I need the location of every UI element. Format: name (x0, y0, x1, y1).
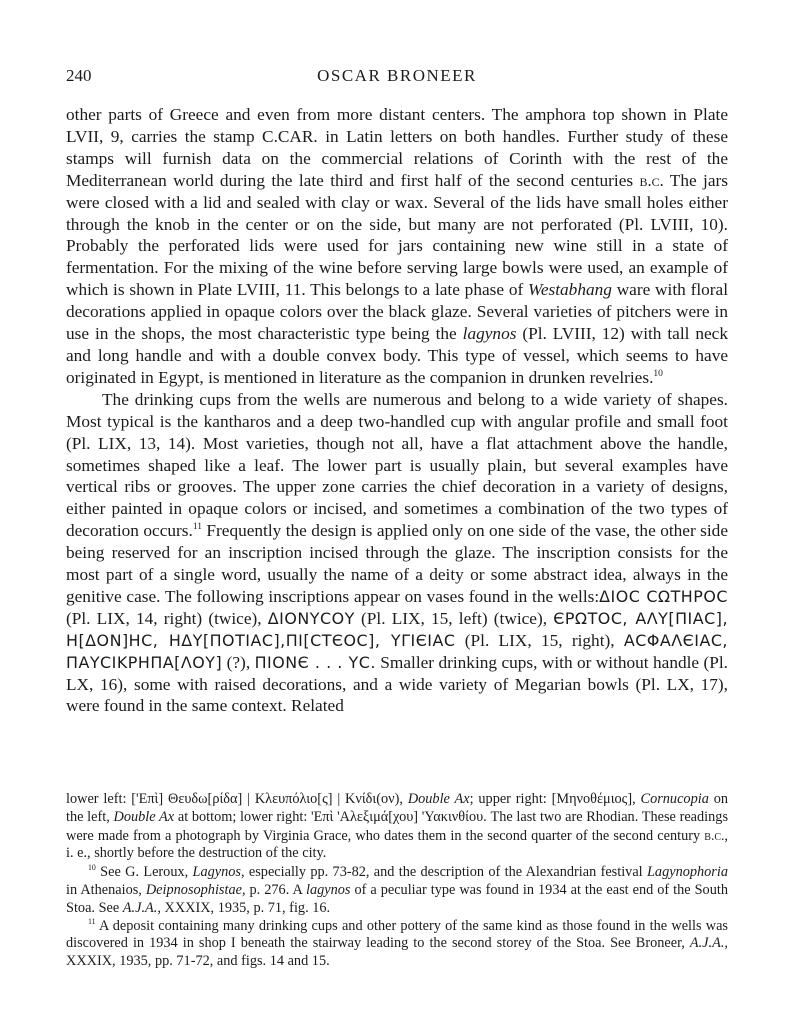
text-run: Smaller drinking cups, with or without handle (Pl. LX, 16), some with raised decorations, and a wide variety of Megarian bowls (Pl. LX, 17), were found in the same context. Related (66, 652, 728, 716)
italic-term: lagynos (306, 881, 351, 898)
footnotes (66, 791, 728, 971)
text-run: lower left: ['Επὶ] Θευδω[ρίδα] | Κλευπόλιο[ς] | Κνίδι(ον), (66, 791, 408, 807)
text-run: A deposit containing many drinking cups and other pottery of the same kind as those found in the wells was discovered in 1934 in shop I beneath the stairway leading to the second storey of the Stoa. See Broneer, (66, 917, 728, 952)
italic-term: lagynos (462, 324, 517, 344)
body-paragraph (66, 104, 728, 389)
footnote-number: 10 (88, 863, 96, 873)
main-text (66, 104, 728, 717)
text-run: The jars were closed with a lid and sealed with clay or wax. Several of the lids have small holes either through the knob in the center or on the side, but many are not perforated (Pl. LVIII, 10). Probably the perforated lids were used for jars containing new wine still in a state of fermentation. For the mixing of the wine before serving large bowls were used, an example of which is shown in Plate LVIII, 11. This belongs to a late phase of (66, 170, 728, 300)
italic-term: Westabhang (528, 280, 612, 300)
running-head: OSCAR BRONEER (317, 66, 477, 85)
text-run: other parts of Greece and even from more distant centers. The amphora top shown in Plate LVII, 9, carries the stamp C.CAR. in Latin letters on both handles. Further study of these stamps will furnish data on the commercial relations of Corinth with the rest of the Mediterranean world during the late third and first half of the second centuries (66, 105, 728, 190)
footnote-ref: 10 (653, 369, 663, 380)
body-paragraph (66, 389, 728, 718)
italic-term: Double Ax (407, 791, 470, 807)
text-run: See G. Leroux, (95, 864, 193, 881)
footnote-number: 11 (88, 916, 96, 926)
italic-term: A.J.A. (689, 935, 725, 952)
text-run: (Pl. LIX, 15, left) (twice), (354, 608, 554, 628)
text-run: , p. 276. A (241, 881, 306, 898)
greek-inscription: ЄΡΩΤΟϹ, ΑΛΥ[ΠΙΑϹ], Η[ΔΟΝ]ΗϹ, ΗΔΥ[ΠΟΤΙΑϹ],ΠΙ[ϹΤЄΟϹ], ΥΓΙЄΙΑϹ (66, 608, 728, 650)
era-abbreviation: b.c. (704, 827, 725, 843)
italic-term: Deipnosophistae (145, 881, 242, 898)
italic-term: Cornucopia (640, 791, 709, 807)
page-number: 240 (66, 66, 92, 85)
text-run: Frequently the design is applied only on one side of the vase, the other side being reserved for an inscription incised through the glaze. The inscription consists for the most part of a single word, usually the name of a deity or some abstract idea, always in the genitive case. The following inscriptions appear on vases found in the wells: (66, 521, 728, 606)
text-run: in Athenaios, (66, 881, 146, 898)
text-run: (Pl. LVIII, 12) with tall neck and long handle and with a double convex body. This type of vessel, which seems to have originated in Egypt, is mentioned in literature as the companion in drunken revelries. (66, 324, 728, 387)
footnote-continued (66, 791, 728, 863)
greek-inscription: ΑϹΦΑΛЄΙΑϹ, ΠΑΥϹΙΚΡΗΠΑ[ΛΟΥ] (66, 630, 728, 672)
text-run: (?), (222, 652, 255, 672)
text-run: The drinking cups from the wells are numerous and belong to a wide variety of shapes. Most typical is the kantharos and a deep two-handled cup with angular profile and small foot (Pl. LIX, 13, 14). Most varieties, though not all, have a flat attachment above the handle, sometimes shaped like a leaf. The lower part is usually plain, but several examples have vertical ribs or grooves. The upper zone carries the chief decoration in a variety of designs, either painted in opaque colors or incised, and sometimes a combination of the two types of decoration occurs. (66, 389, 728, 541)
footnote-10 (66, 864, 728, 917)
text-run: (Pl. LIX, 14, right) (twice), (66, 608, 268, 628)
greek-inscription: ΔΙΟΝΥϹΟΥ (267, 608, 355, 628)
greek-inscription: ΠΙΟΝЄ . . . ΥϹ. (254, 652, 376, 672)
italic-term: Lagynos (192, 864, 241, 881)
text-run: , i. e., shortly before the destruction of the city. (66, 827, 728, 862)
text-run: ware with floral decorations applied in opaque colors over the black glaze. Several varieties of pitchers were in use in the shops, the most characteristic type being the (66, 280, 729, 344)
italic-term: A.J.A. (122, 899, 158, 916)
era-abbreviation: b.c. (639, 170, 664, 190)
text-run: , XXXIX, 1935, pp. 71-72, and figs. 14 and 15. (66, 935, 728, 970)
text-run: ; upper right: [Μηνοθέμιος], (469, 791, 641, 807)
text-run: , XXXIX, 1935, p. 71, fig. 16. (157, 899, 331, 916)
text-run: (Pl. LIX, 15, right), (455, 630, 624, 650)
text-run: on the left, (66, 791, 728, 825)
footnote-11 (66, 918, 728, 971)
text-run: at bottom; lower right: 'Επὶ 'Αλεξιμά[χου] 'Υακινθίου. The last two are Rhodian. These readings were made from a photograph by Virginia Grace, who dates them in the second quarter of the second century (66, 808, 729, 844)
italic-term: Double Ax (113, 808, 175, 825)
text-run: , especially pp. 73-82, and the description of the Alexandrian festival (241, 864, 647, 881)
footnote-ref: 11 (192, 522, 202, 533)
greek-inscription: ΔΙΟϹ ϹΩΤΗΡΟϹ (599, 586, 728, 606)
text-run: of a peculiar type was found in 1934 at the east end of the South Stoa. See (66, 881, 728, 916)
page-header (66, 66, 728, 90)
italic-term: Lagynophoria (646, 864, 728, 881)
